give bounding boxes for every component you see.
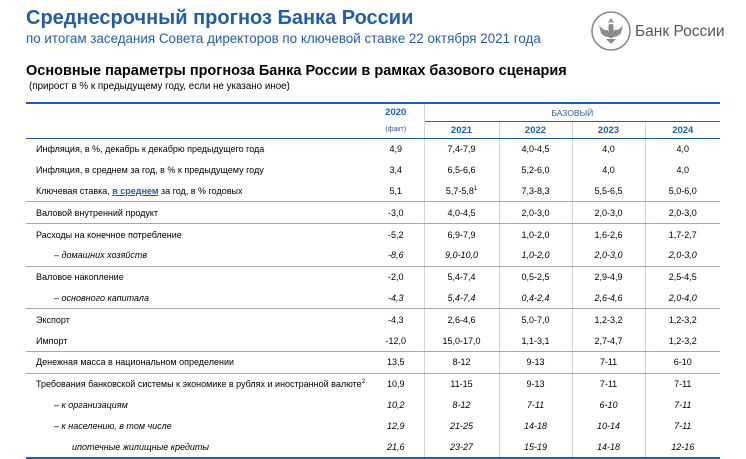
cell-2020: 3,4	[389, 165, 402, 176]
cell-2023: 1,2-3,2	[572, 309, 645, 330]
cell-2023: 4,0	[572, 160, 645, 181]
cell-2024: 2,5-4,5	[645, 266, 720, 287]
row-label: Инфляция, в среднем за год, в % к предыдущему году	[36, 165, 264, 176]
footnote-mark: 1	[473, 185, 478, 192]
cell-2021: 6,5-6,6	[424, 160, 499, 181]
cell-2020: -8,6	[368, 245, 424, 266]
cell-2024: 12-16	[645, 436, 720, 458]
cell-2024: 4,0	[645, 139, 720, 160]
row-label: Валовой внутренний продукт	[26, 202, 368, 224]
cell-2022: 9-13	[499, 373, 572, 394]
cell-2022: 4,0-4,5	[499, 139, 572, 160]
cell-2022: 9-13	[499, 351, 572, 373]
row-label: – к организациям	[54, 399, 128, 410]
cell-2022: 14-18	[499, 415, 572, 436]
cell-2023: 5,5-6,5	[572, 181, 645, 202]
table-row	[26, 245, 720, 266]
cell-2023: 7-11	[572, 351, 645, 373]
cell-2021: 4,0-4,5	[424, 202, 499, 224]
cell-2023: 6-10	[572, 395, 645, 416]
cell-2022: 7,3-8,3	[499, 181, 572, 202]
table-row	[26, 309, 720, 330]
table-row	[26, 202, 720, 224]
header-blank-2	[26, 122, 368, 139]
table-row	[26, 224, 720, 245]
cell-2020: 4,9	[389, 144, 402, 155]
cell-2020: -4,3	[368, 288, 424, 309]
table-row	[26, 415, 720, 436]
base-scenario-header: БАЗОВЫЙ	[424, 103, 720, 122]
cell-2024: 7-11	[645, 395, 720, 416]
section-title: Основные параметры прогноза Банка России в рамках базового сценария	[26, 63, 567, 79]
cell-2021: 9,0-10,0	[424, 245, 499, 266]
cell-2022: 5,0-7,0	[499, 309, 572, 330]
cell-2022: 0,5-2,5	[499, 266, 572, 287]
cell-2022: 15-19	[499, 436, 572, 458]
cell-2024: 2,0-4,0	[645, 288, 720, 309]
row-label: – основного капитала	[26, 288, 368, 309]
cell-2024: 1,7-2,7	[645, 224, 720, 245]
cell-2021: 23-27	[424, 436, 499, 458]
row-label: – домашних хозяйств	[26, 245, 368, 266]
cell-2020: -5,2	[387, 229, 404, 240]
row-label: Экспорт	[36, 314, 70, 325]
logo-text: Банк России	[635, 23, 725, 40]
cell-2023: 14-18	[572, 436, 645, 458]
cell-2024: 1,2-3,2	[645, 330, 720, 351]
column-2021-header: 2021	[424, 122, 499, 139]
cell-2020: 12,9	[386, 420, 405, 431]
row-label: – к населению, в том числе	[54, 420, 172, 431]
cell-2022: 0,4-2,4	[499, 288, 572, 309]
cell-2021: 6,9-7,9	[424, 224, 499, 245]
page-subtitle: по итогам заседания Совета директоров по ключевой ставке 22 октября 2021 года	[26, 31, 541, 46]
cell-2022: 1,0-2,0	[499, 224, 572, 245]
cell-2024: 4,0	[645, 160, 720, 181]
cell-2021	[424, 181, 499, 202]
cell-2020: -4,3	[387, 314, 404, 325]
cell-2020: 21,6	[368, 436, 424, 458]
cell-2020: 5,1	[368, 181, 424, 202]
cell-2023: 2,6-4,6	[572, 288, 645, 309]
row-label	[26, 181, 368, 202]
table-row	[26, 330, 720, 351]
cell-2023: 4,0	[572, 139, 645, 160]
cell-2020: 13,5	[368, 351, 424, 373]
cell-2022: 1,0-2,0	[499, 245, 572, 266]
cell-2023: 2,7-4,7	[572, 330, 645, 351]
row-label	[26, 373, 368, 394]
table-row	[26, 395, 720, 416]
cell-2024: 1,2-3,2	[645, 309, 720, 330]
row-label: Импорт	[26, 330, 368, 351]
row-label-text: Требования банковской системы к экономике в рублях и иностранной валюте	[36, 379, 362, 390]
cell-2021: 21-25	[424, 415, 499, 436]
cell-2020: -2,0	[387, 272, 404, 283]
cell-2024: 7-11	[645, 373, 720, 394]
page-title: Среднесрочный прогноз Банка России	[26, 7, 414, 29]
table-row	[26, 266, 720, 287]
row-label: Валовое накопление	[36, 272, 124, 283]
cell-2021: 15,0-17,0	[424, 330, 499, 351]
cell-2022: 7-11	[499, 395, 572, 416]
cell-2021: 7,4-7,9	[424, 139, 499, 160]
table-row	[26, 373, 720, 394]
cell-value: 5,7-5,8	[445, 185, 474, 196]
cell-2024: 2,0-3,0	[645, 245, 720, 266]
table-row	[26, 139, 720, 160]
cell-2021: 5,4-7,4	[424, 266, 499, 287]
cell-2022: 2,0-3,0	[499, 202, 572, 224]
cell-2023: 7-11	[572, 373, 645, 394]
cell-2021: 5,4-7,4	[424, 288, 499, 309]
cell-2022: 5,2-6,0	[499, 160, 572, 181]
cell-2023: 10-14	[572, 415, 645, 436]
row-label: Расходы на конечное потребление	[36, 229, 182, 240]
cell-2021: 2,6-4,6	[424, 309, 499, 330]
column-2020-header: 2020	[368, 103, 424, 122]
footnote-mark: 2	[361, 379, 366, 386]
cell-2022: 1,1-3,1	[499, 330, 572, 351]
row-label: Инфляция, в %, декабрь к декабрю предыдущего года	[36, 144, 265, 155]
eagle-emblem-icon	[591, 11, 631, 51]
column-2022-header: 2022	[499, 122, 572, 139]
row-label: Денежная масса в национальном определении	[26, 351, 368, 373]
table-row	[26, 351, 720, 373]
row-label: ипотечные жилищные кредиты	[26, 436, 368, 458]
row-label-part: Ключевая ставка,	[36, 185, 113, 196]
forecast-table	[26, 102, 720, 459]
cell-2020: -12,0	[368, 330, 424, 351]
cell-2023: 2,9-4,9	[572, 266, 645, 287]
cell-2024: 5,0-6,0	[645, 181, 720, 202]
cell-2024: 7-11	[645, 415, 720, 436]
cell-2021: 8-12	[424, 395, 499, 416]
cell-2020: -3,0	[368, 202, 424, 224]
table-row	[26, 288, 720, 309]
cell-2020: 10,9	[386, 379, 405, 390]
bank-logo	[591, 11, 741, 53]
cell-2023: 2,0-3,0	[572, 245, 645, 266]
cell-2024: 6-10	[645, 351, 720, 373]
cell-2020: 10,2	[386, 399, 405, 410]
column-2020-note: (факт)	[368, 122, 424, 139]
table-row	[26, 181, 720, 202]
cell-2023: 1,6-2,6	[572, 224, 645, 245]
cell-2021: 11-15	[424, 373, 499, 394]
average-link[interactable]: в среднем	[112, 185, 159, 196]
row-label-part: за год, в % годовых	[158, 185, 243, 196]
cell-2024: 2,0-3,0	[645, 202, 720, 224]
section-note: (прирост в % к предыдущему году, если не указано иное)	[29, 81, 290, 92]
table-row	[26, 436, 720, 458]
cell-2021: 8-12	[424, 351, 499, 373]
header-blank	[26, 103, 368, 122]
column-2023-header: 2023	[572, 122, 645, 139]
table-row	[26, 160, 720, 181]
column-2024-header: 2024	[645, 122, 720, 139]
cell-2023: 2,0-3,0	[572, 202, 645, 224]
